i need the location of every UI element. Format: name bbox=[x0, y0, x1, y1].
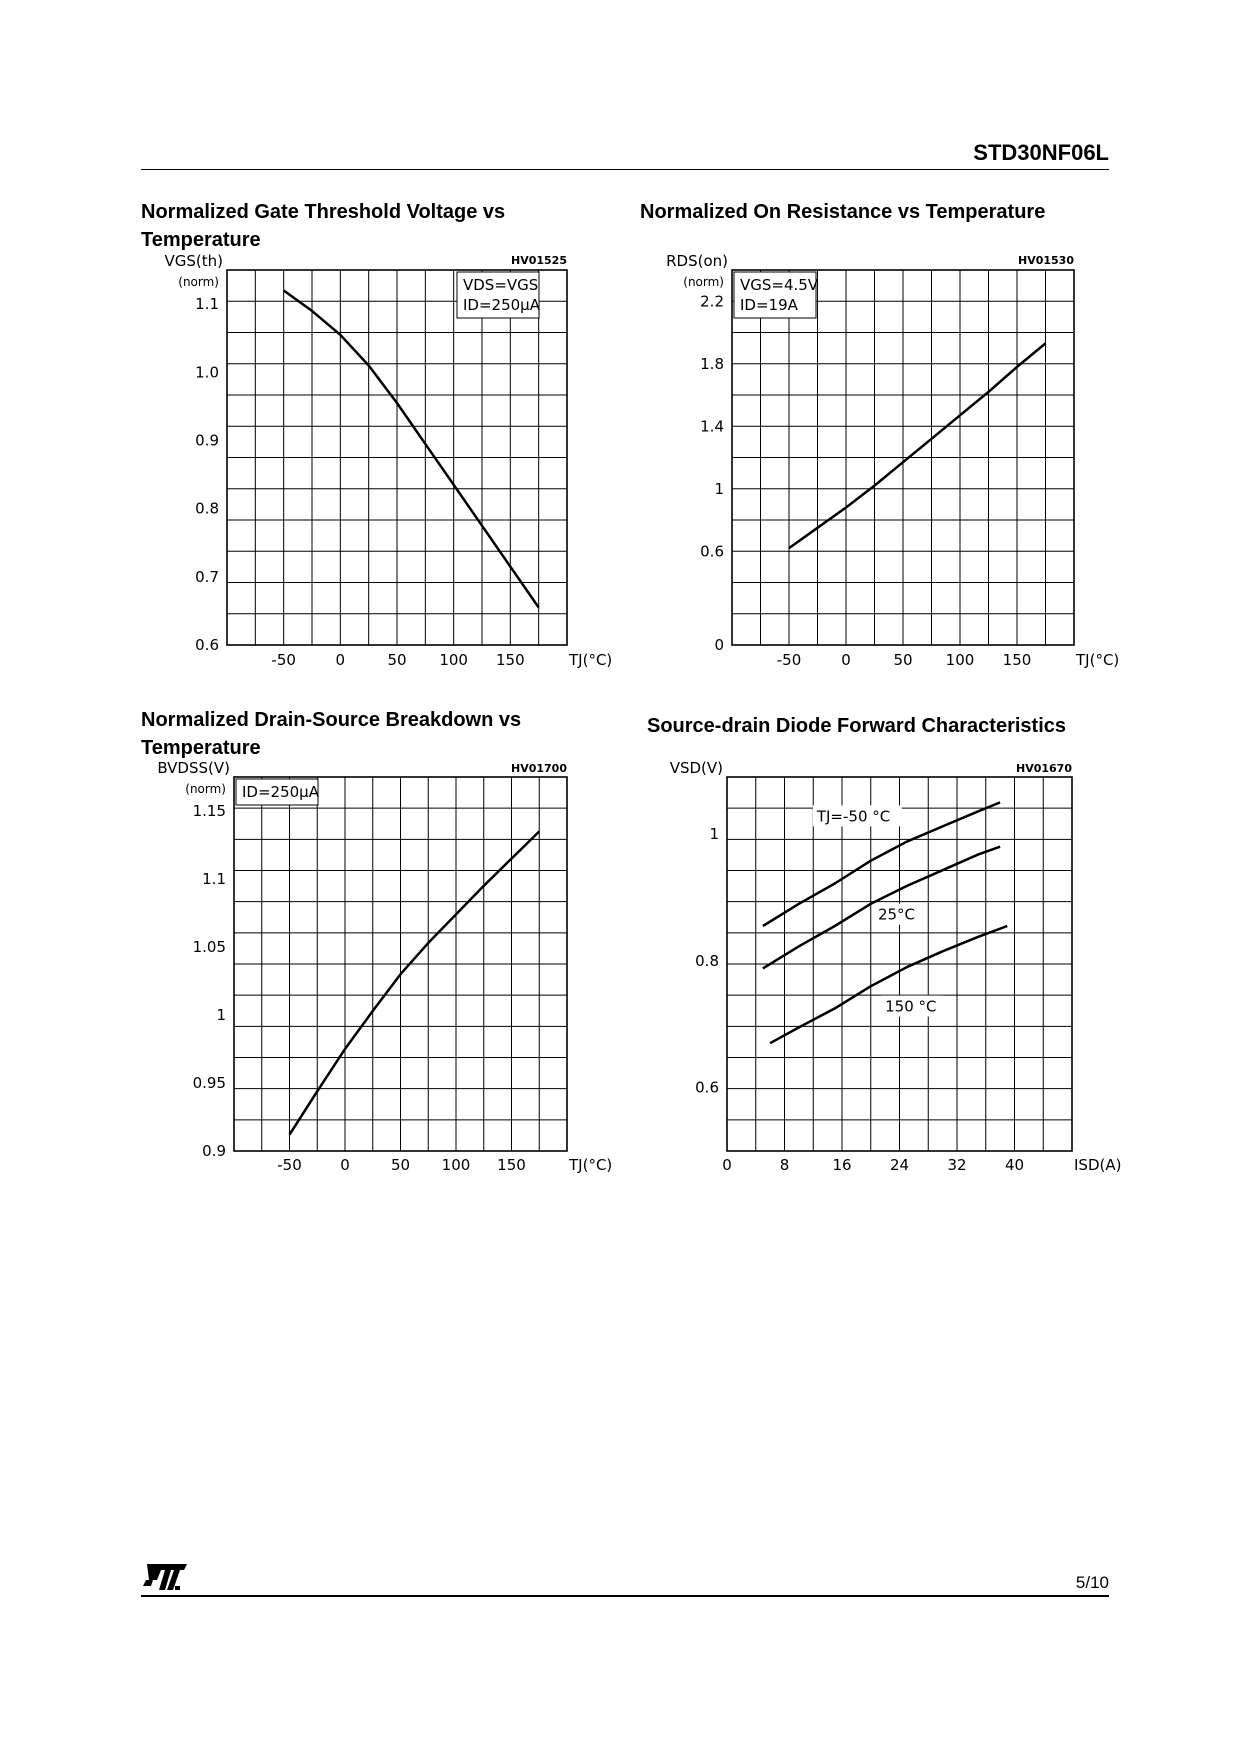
chart-4-curve-label-3: 150 °C bbox=[885, 997, 937, 1016]
part-number: STD30NF06L bbox=[973, 140, 1109, 165]
chart-4-ylabel: VSD(V) bbox=[669, 759, 723, 777]
chart-1-legend-line: VDS=VGS bbox=[463, 276, 539, 294]
chart-4-curve-label-2: 25°C bbox=[877, 905, 915, 924]
chart-1-xtick-label: 100 bbox=[439, 651, 468, 669]
chart-2-ytick-label: 0.6 bbox=[700, 542, 724, 561]
chart-4-title-line-1: Source-drain Diode Forward Characteristics bbox=[647, 715, 1067, 737]
chart-3-series-1-line bbox=[290, 831, 540, 1134]
chart-3-xtick-label: 100 bbox=[441, 1156, 471, 1174]
chart-3-ytick-label: 0.9 bbox=[202, 1142, 226, 1160]
chart-1-title-line-2: Temperature bbox=[141, 229, 261, 251]
st-logo bbox=[141, 1560, 191, 1605]
chart-4-xtick-label: 24 bbox=[889, 1156, 910, 1174]
chart-2-ytick-label: 1.8 bbox=[700, 354, 724, 373]
chart-1-xtick-label: 50 bbox=[387, 651, 407, 669]
page-number: 5/10 bbox=[1075, 1573, 1109, 1592]
chart-3-ytick-label: 1 bbox=[216, 1006, 226, 1024]
chart-2-ytick-label: 1.4 bbox=[700, 417, 724, 436]
chart-2-ytick-label: 1 bbox=[714, 479, 724, 498]
chart-4-curve-label-1: TJ=-50 °C bbox=[816, 807, 891, 826]
chart-2-ylabel-sub: (norm) bbox=[683, 275, 724, 289]
chart-4-xtick-label: 40 bbox=[1004, 1156, 1025, 1174]
chart-4-ytick-label: 0.6 bbox=[695, 1078, 719, 1097]
chart-2-title-line-1: Normalized On Resistance vs Temperature bbox=[640, 201, 1046, 223]
chart-4-xtick-label: 0 bbox=[722, 1156, 732, 1174]
chart-3-ylabel-sub: (norm) bbox=[185, 782, 226, 796]
chart-3-ytick-label: 1.15 bbox=[192, 802, 226, 820]
chart-1-ytick-label: 0.8 bbox=[195, 499, 219, 518]
chart-2-legend-line: VGS=4.5V bbox=[740, 276, 819, 294]
chart-3-figure-code: HV01700 bbox=[511, 762, 567, 775]
chart-1-ytick-label: 0.6 bbox=[195, 636, 219, 654]
chart-1-xtick-label: 150 bbox=[496, 651, 525, 669]
chart-3-xtick-label: 50 bbox=[390, 1156, 411, 1174]
chart-3-legend-line: ID=250µA bbox=[242, 783, 319, 801]
chart-3-ytick-label: 1.1 bbox=[202, 870, 226, 888]
chart-1-xtick-label: 0 bbox=[335, 651, 346, 669]
chart-1-ylabel: VGS(th) bbox=[164, 252, 223, 270]
chart-2-ytick-label: 2.2 bbox=[700, 292, 724, 311]
chart-4-xtick-label: 16 bbox=[832, 1156, 852, 1174]
chart-4-ytick-label: 0.8 bbox=[695, 951, 719, 970]
chart-1-legend-line: ID=250µA bbox=[463, 296, 540, 314]
chart-1-title-line-1: Normalized Gate Threshold Voltage vs bbox=[141, 201, 506, 223]
chart-2-xtick-label: 100 bbox=[945, 651, 975, 669]
chart-1-xlabel: TJ(°C) bbox=[569, 651, 613, 669]
chart-2-xtick-label: 0 bbox=[841, 651, 851, 669]
chart-3-xtick-label: -50 bbox=[277, 1156, 302, 1174]
chart-3-ytick-label: 1.05 bbox=[192, 938, 226, 956]
chart-3-xtick-label: 0 bbox=[340, 1156, 350, 1174]
chart-3-ytick-label: 0.95 bbox=[192, 1074, 226, 1092]
chart-1-ytick-label: 1.0 bbox=[195, 363, 219, 382]
chart-1-ytick-label: 0.9 bbox=[195, 431, 219, 450]
st-logo-mark bbox=[141, 1560, 191, 1600]
chart-1-ylabel-sub: (norm) bbox=[178, 275, 219, 289]
chart-3-xtick-label: 150 bbox=[497, 1156, 526, 1174]
chart-2-series-1-line bbox=[789, 343, 1046, 548]
chart-4-xlabel: ISD(A) bbox=[1074, 1156, 1122, 1174]
chart-2-figure-code: HV01530 bbox=[1018, 254, 1074, 267]
chart-2-ytick-label: 0 bbox=[714, 636, 724, 654]
chart-2-xtick-label: 150 bbox=[1002, 651, 1032, 669]
chart-4-xtick-label: 8 bbox=[779, 1156, 790, 1174]
chart-1-figure-code: HV01525 bbox=[511, 254, 567, 267]
chart-4-figure-code: HV01670 bbox=[1016, 762, 1072, 775]
footer-rule bbox=[141, 1595, 1109, 1597]
chart-1-ytick-label: 1.1 bbox=[195, 295, 219, 314]
chart-1-ytick-label: 0.7 bbox=[195, 567, 219, 586]
chart-2-xlabel: TJ(°C) bbox=[1076, 651, 1120, 669]
chart-2-ylabel: RDS(on) bbox=[666, 252, 728, 270]
chart-4-ytick-label: 1 bbox=[709, 825, 719, 844]
chart-2-xtick-label: 50 bbox=[893, 651, 913, 669]
chart-2-legend-line: ID=19A bbox=[740, 296, 798, 314]
chart-3-title-line-1: Normalized Drain-Source Breakdown vs bbox=[141, 709, 522, 731]
chart-4-xtick-label: 32 bbox=[947, 1156, 967, 1174]
chart-3-title-line-2: Temperature bbox=[141, 737, 261, 759]
chart-3-ylabel: BVDSS(V) bbox=[157, 759, 230, 777]
chart-2-xtick-label: -50 bbox=[776, 651, 802, 669]
chart-1-series-1-line bbox=[284, 291, 539, 608]
chart-1-xtick-label: -50 bbox=[271, 651, 296, 669]
chart-3-xlabel: TJ(°C) bbox=[569, 1156, 613, 1174]
